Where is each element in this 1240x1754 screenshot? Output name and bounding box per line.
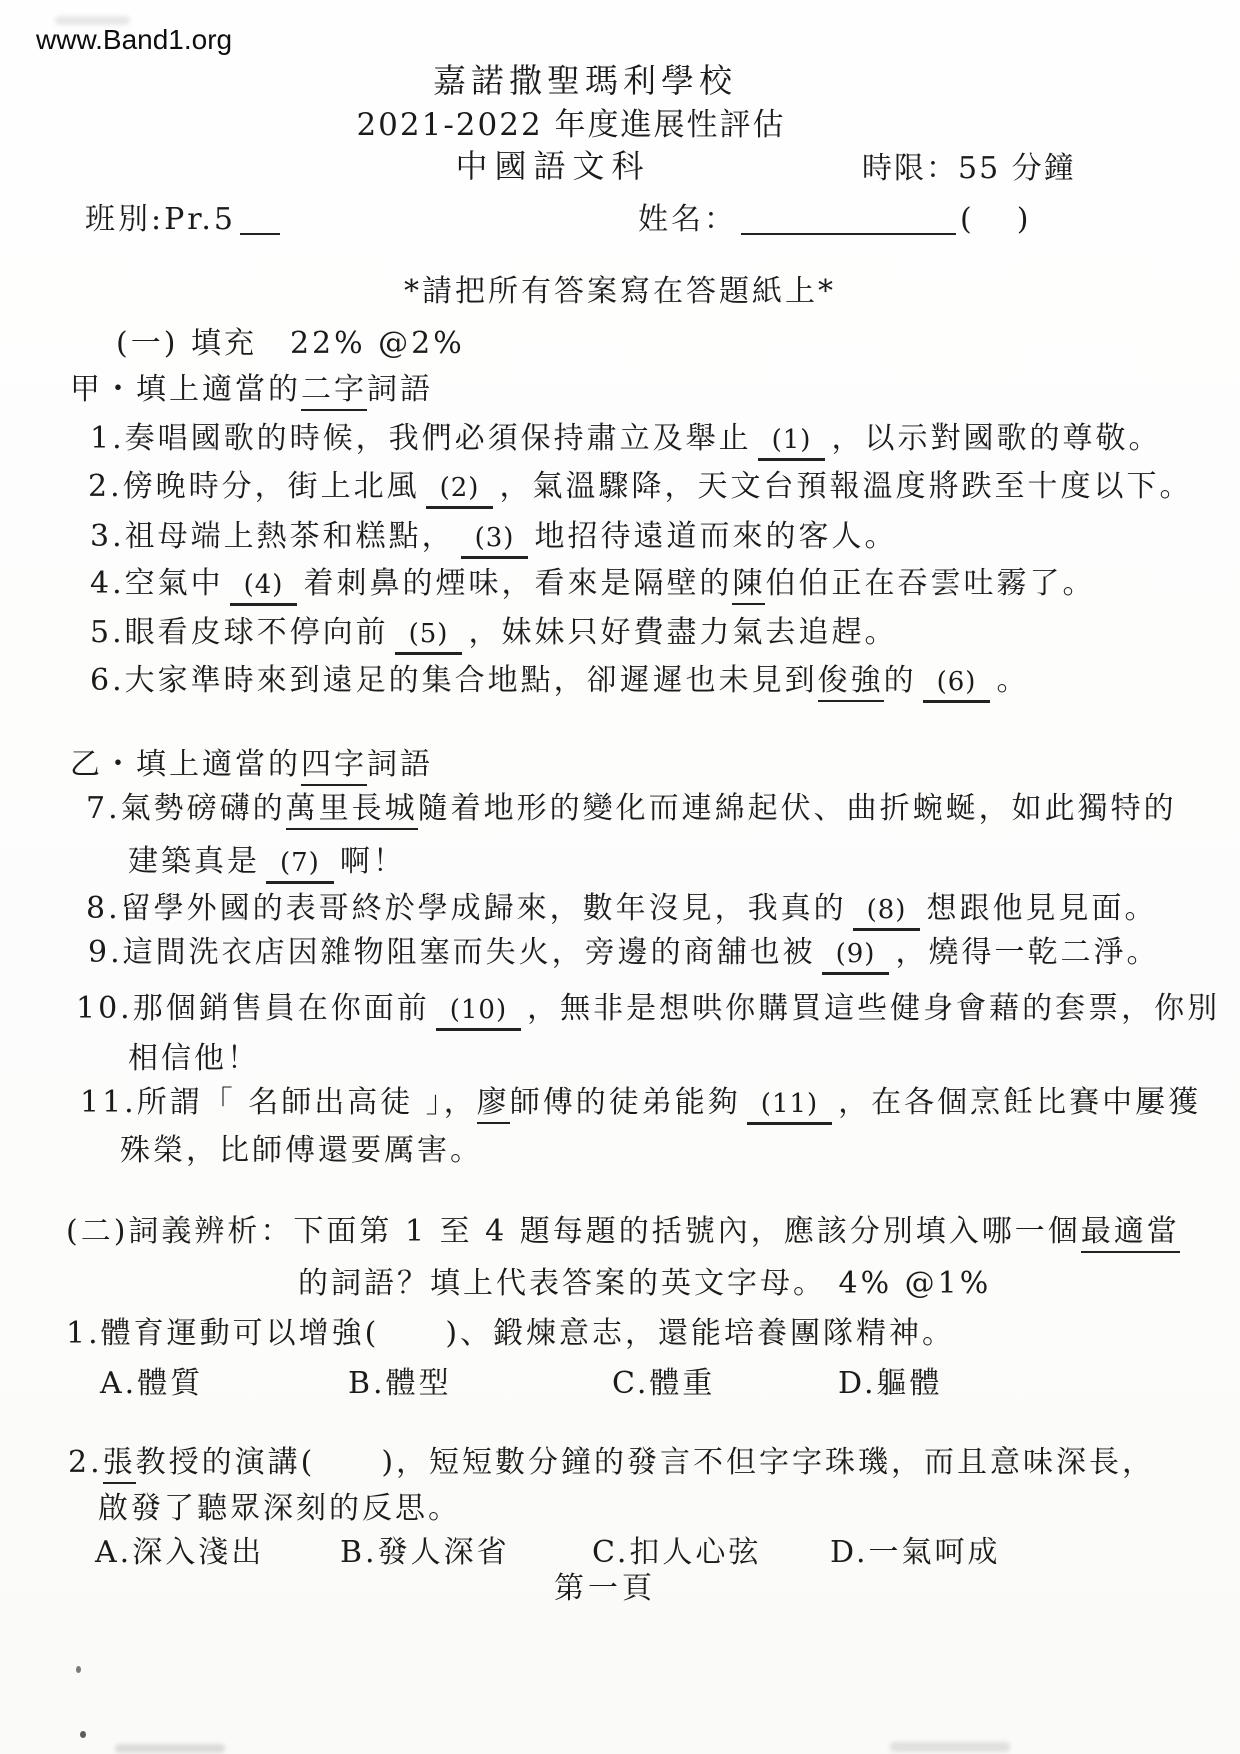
- question-5: [90, 607, 897, 655]
- text-segment: 啊！: [339, 844, 406, 879]
- text-segment: 隨着地形的變化而連綿起伏、曲折蜿蜒，如此獨特的: [417, 791, 1177, 826]
- text-segment: ，氣溫驟降，天文台預報溫度將跌至十度以下。: [499, 469, 1193, 504]
- text-segment: 甲・填上適當的: [70, 372, 301, 407]
- time-limit: 時限：55 分鐘: [862, 151, 1076, 186]
- text-segment: ，無非是想哄你購買這些健身會藉的套票，你別: [527, 991, 1221, 1026]
- text-segment: 相信他！: [128, 1041, 260, 1076]
- section2-question-1-options: [0, 1358, 1240, 1404]
- text-segment: 1.奏唱國歌的時候，我們必須保持肅立及舉止: [90, 421, 752, 456]
- answer-blank: (3): [461, 522, 529, 559]
- text-segment: 。: [996, 663, 1030, 698]
- text-segment: ，在各個烹飪比賽中屢獲: [838, 1085, 1202, 1120]
- text-segment: 詞語: [367, 747, 433, 782]
- paren-close: ): [1016, 202, 1032, 237]
- question-7-line1: [86, 783, 1177, 827]
- text-segment: 10.那個銷售員在你面前: [76, 991, 430, 1026]
- section2-question-2-line2: [98, 1483, 461, 1527]
- scan-artifact: [76, 1666, 81, 1673]
- underlined-term: 最適當: [1081, 1214, 1180, 1253]
- answer-blank: (1): [758, 424, 826, 461]
- option-b: B.體型: [348, 1366, 452, 1401]
- text-segment: 11.所謂「 名師出高徒 」，: [80, 1085, 477, 1120]
- section2-question-2-line1: [68, 1437, 1155, 1481]
- text-segment: ，燒得一乾二淨。: [895, 935, 1160, 970]
- text-segment: 9.這間洗衣店因雜物阻塞而失火，旁邊的商舖也被: [88, 935, 816, 970]
- question-8: [86, 883, 1157, 931]
- answer-blank: (6): [923, 666, 991, 703]
- text-segment: 着刺鼻的煙味，看來是隔壁的: [303, 566, 733, 601]
- text-segment: ，以示對國歌的尊敬。: [831, 421, 1162, 456]
- question-9: [88, 927, 1159, 975]
- answer-blank: (5): [395, 618, 463, 655]
- text-segment: 的: [883, 663, 917, 698]
- section2-heading-line1: [66, 1206, 1180, 1250]
- section2-heading-line2: [298, 1258, 991, 1302]
- text-segment: 師傅的徒弟能夠: [509, 1085, 741, 1120]
- answer-blank: (2): [426, 472, 494, 509]
- option-c: C.扣人心弦: [592, 1535, 762, 1570]
- part-a-heading: [70, 364, 433, 408]
- text-segment: 殊榮，比師傅還要厲害。: [120, 1133, 483, 1168]
- text-segment: 詞語: [367, 372, 433, 407]
- paren-open: (: [960, 202, 975, 237]
- text-segment: 1.體育運動可以增強( )、鍛煉意志，還能培養團隊精神。: [66, 1316, 956, 1351]
- answer-blank: (8): [853, 894, 921, 931]
- scan-artifact: [115, 1744, 225, 1753]
- underlined-term: 二字: [301, 372, 367, 411]
- page-number: 第一頁: [554, 1571, 656, 1606]
- text-segment: 6.大家準時來到遠足的集合地點，卻遲遲也未見到: [90, 663, 818, 698]
- name-label: 姓名：: [638, 202, 737, 237]
- watermark-text: www.Band1.org: [36, 24, 233, 55]
- section1-heading: [116, 318, 465, 362]
- text-segment: 啟發了聽眾深刻的反思。: [98, 1491, 461, 1526]
- question-1: [90, 413, 1161, 461]
- text-segment: 建築真是: [128, 844, 260, 879]
- text-segment: 想跟他見見面。: [926, 891, 1158, 926]
- option-a: A.體質: [100, 1366, 204, 1401]
- text-segment: 2.: [68, 1445, 103, 1480]
- answer-blank: (11): [747, 1088, 832, 1125]
- underlined-term: 張: [103, 1445, 136, 1484]
- text-segment: 4.空氣中: [90, 566, 224, 601]
- text-segment: 2.傍晚時分，街上北風: [88, 469, 420, 504]
- text-segment: 7.氣勢磅礴的: [86, 791, 286, 826]
- text-segment: (一) 填充 22% @2%: [116, 326, 465, 361]
- option-b: B.發人深省: [340, 1535, 510, 1570]
- section2-question-1: [66, 1308, 955, 1352]
- school-name: 嘉諾撒聖瑪利學校: [433, 61, 737, 100]
- underlined-term: 四字: [301, 747, 367, 786]
- text-segment: 3.祖母端上熱茶和糕點，: [90, 519, 455, 554]
- question-3: [90, 511, 897, 559]
- text-segment: 伯伯正在吞雲吐霧了。: [765, 566, 1096, 601]
- part-b-heading: [70, 739, 433, 783]
- class-field: [85, 194, 280, 238]
- name-blank-line: [741, 207, 956, 235]
- text-segment: 5.眼看皮球不停向前: [90, 615, 389, 650]
- text-segment: ，妹妹只好費盡力氣去追趕。: [468, 615, 898, 650]
- class-blank-line: [240, 207, 280, 235]
- text-segment: 地招待遠道而來的客人。: [534, 519, 898, 554]
- assessment-title: 2021-2022 年度進展性評估: [356, 107, 786, 143]
- underlined-term: 俊強: [818, 663, 884, 702]
- option-d: D.一氣呵成: [830, 1535, 1001, 1570]
- subject-title: 中國語文科: [455, 147, 651, 185]
- question-7-line2: [128, 836, 406, 884]
- question-4: [90, 558, 1095, 606]
- text-segment: 教授的演講( )，短短數分鐘的發言不但字字珠璣，而且意味深長，: [135, 1445, 1156, 1480]
- question-11-line1: [80, 1077, 1201, 1125]
- text-segment: 乙・填上適當的: [70, 747, 301, 782]
- underlined-term: 萬里長城: [286, 791, 418, 830]
- answer-blank: (4): [230, 569, 298, 606]
- text-segment: 8.留學外國的表哥終於學成歸來，數年沒見，我真的: [86, 891, 847, 926]
- text-segment: (二)詞義辨析：下面第 1 至 4 題每題的括號內，應該分別填入哪一個: [66, 1214, 1081, 1249]
- answer-blank: (9): [822, 938, 890, 975]
- name-field: [638, 194, 1031, 238]
- class-label: 班別:Pr.5: [85, 202, 236, 237]
- underlined-term: 廖: [477, 1085, 510, 1124]
- answer-blank: (7): [266, 847, 334, 884]
- option-a: A.深入淺出: [95, 1535, 265, 1570]
- question-10-line2: [128, 1033, 260, 1077]
- question-2: [88, 461, 1192, 509]
- question-10-line1: [76, 983, 1220, 1031]
- question-11-line2: [120, 1125, 483, 1169]
- question-6: [90, 655, 1029, 703]
- option-c: C.體重: [612, 1366, 716, 1401]
- option-d: D.軀體: [838, 1366, 943, 1401]
- text-segment: 的詞語？填上代表答案的英文字母。 4% @1%: [298, 1266, 992, 1301]
- scan-artifact: [80, 1731, 86, 1738]
- underlined-term: 陳: [732, 566, 765, 605]
- scan-artifact: [890, 1742, 1010, 1752]
- answer-blank: (10): [436, 994, 521, 1031]
- answer-instruction: *請把所有答案寫在答題紙上*: [404, 274, 836, 309]
